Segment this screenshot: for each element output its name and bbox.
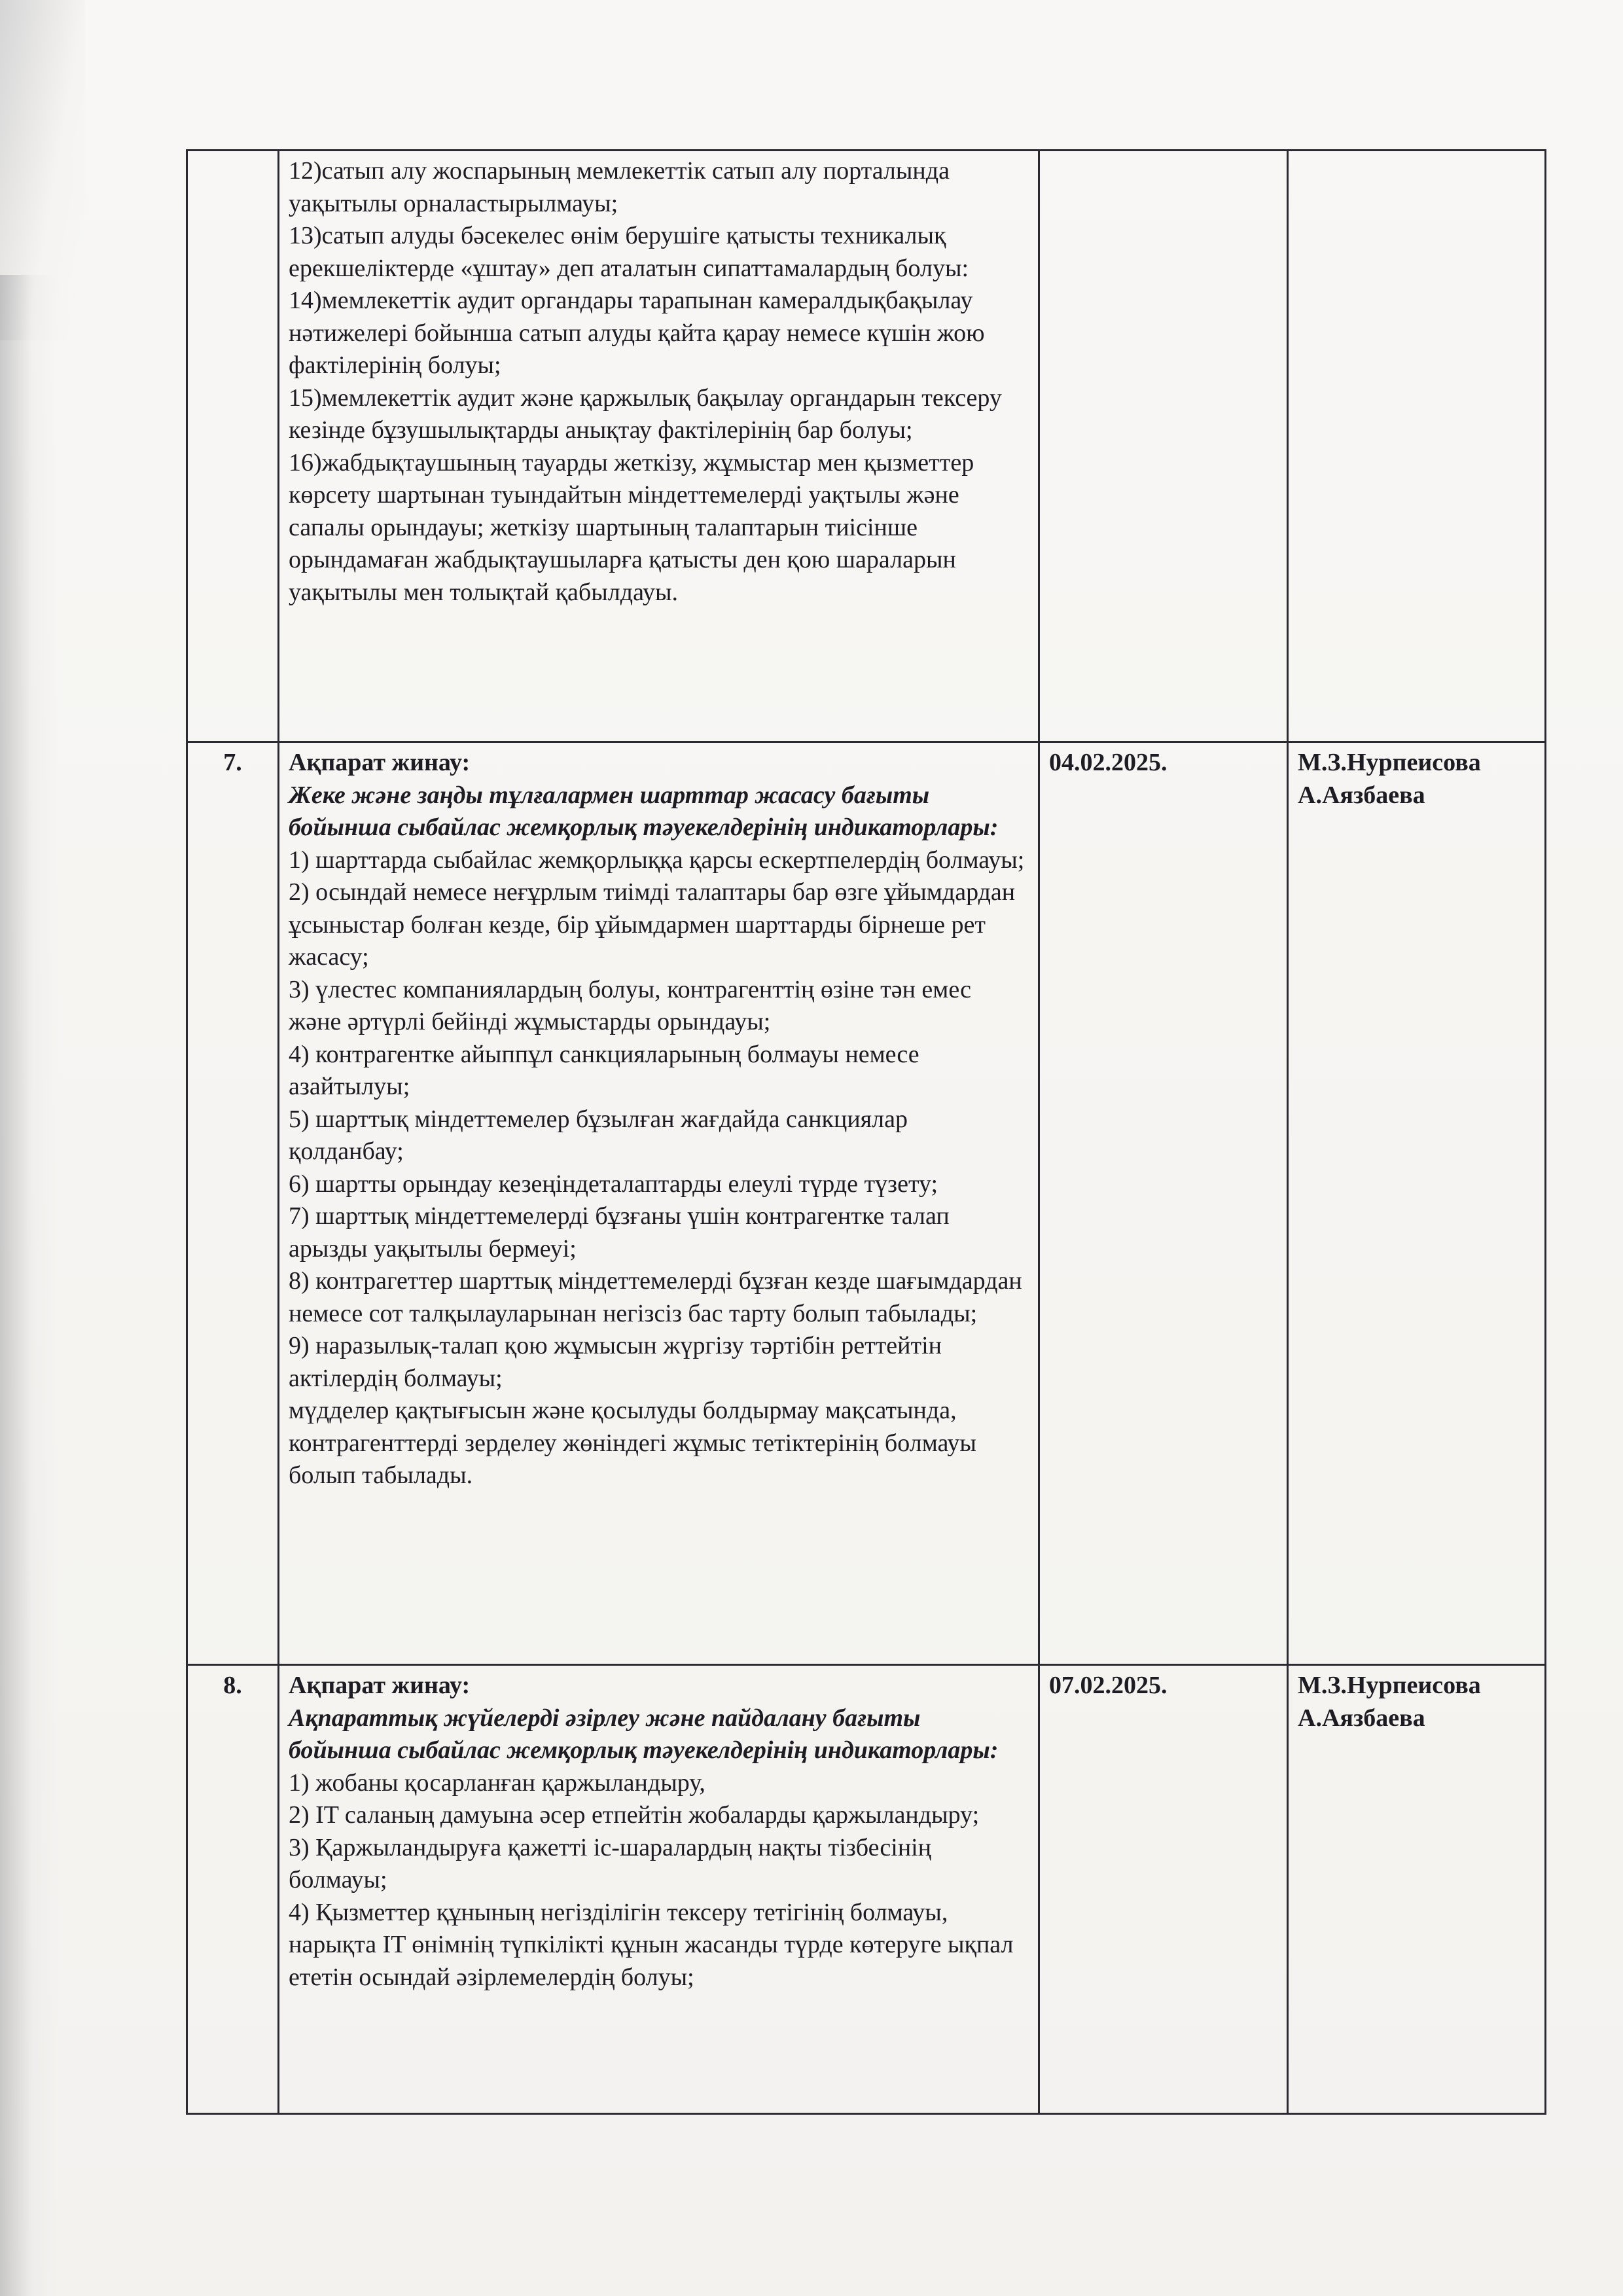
responsible-cell bbox=[1288, 151, 1546, 742]
list-item: 13)сатып алуды бәсекелес өнім берушіге қатысты техникалық ерекшеліктерде «ұштау» деп аталатын сипаттамалардың болуы: bbox=[289, 222, 969, 282]
measure-cell bbox=[279, 1665, 1039, 2114]
row-subheading: Ақпараттық жүйелерді әзірлеу және пайдалану бағыты бойынша сыбайлас жемқорлық тәуекелдерінің индикаторлары: bbox=[289, 1704, 999, 1764]
list-item: 16)жабдықтаушының тауарды жеткізу, жұмыстар мен қызметтер көрсету шартынан туындайтын міндеттемелерді уақтылы және сапалы орындауы; жеткізу шартының талаптарын тиісінше орындамаған жабдықтаушыларға қатысты ден қою шараларын уақытылы мен толықтай қабылдауы. bbox=[289, 448, 974, 606]
table-row bbox=[187, 1665, 1546, 2114]
measure-cell bbox=[279, 742, 1039, 1665]
row-number: 8. bbox=[187, 1665, 279, 2114]
list-item: 8) контрагеттер шарттық міндеттемелерді бұзған кезде шағымдардан немесе сот талқылауларынан негізсіз бас тарту болып табылады; bbox=[289, 1267, 1022, 1327]
responsible-name: А.Аязбаева bbox=[1298, 1704, 1425, 1732]
list-item: 3) Қаржыландыруға қажетті іс-шаралардың нақты тізбесінің болмауы; bbox=[289, 1833, 932, 1893]
responsible-name: М.З.Нурпеисова bbox=[1298, 749, 1481, 776]
row-heading: Ақпарат жинау: bbox=[289, 1672, 471, 1699]
list-item: 9) наразылық-талап қою жұмысын жүргізу тәртібін реттейтін актілердің болмауы; bbox=[289, 1332, 942, 1392]
list-item: 2) IT саланың дамуына әсер етпейтін жобаларды қаржыландыру; bbox=[289, 1801, 980, 1829]
responsible-name: А.Аязбаева bbox=[1298, 781, 1425, 809]
date-cell bbox=[1039, 151, 1288, 742]
responsible-cell bbox=[1288, 742, 1546, 1665]
list-item: 15)мемлекеттік аудит және қаржылық бақылау органдарын тексеру кезінде бұзушылықтарды анықтау фактілерінің бар болуы; bbox=[289, 384, 1002, 444]
list-item: 12)сатып алу жоспарының мемлекеттік сатып алу порталында уақытылы орналастырылмауы; bbox=[289, 157, 950, 217]
table-row bbox=[187, 151, 1546, 742]
list-item: 5) шарттық міндеттемелер бұзылған жағдайда санкциялар қолданбау; bbox=[289, 1105, 908, 1165]
list-item: 3) үлестес компаниялардың болуы, контрагенттің өзіне тән емес және әртүрлі бейінді жұмыстарды орындауы; bbox=[289, 975, 972, 1035]
responsible-cell bbox=[1288, 1665, 1546, 2114]
row-heading: Ақпарат жинау: bbox=[289, 749, 471, 776]
table-row bbox=[187, 742, 1546, 1665]
measure-cell bbox=[279, 151, 1039, 742]
list-item: 1) жобаны қосарланған қаржыландыру, bbox=[289, 1768, 705, 1797]
date-cell: 04.02.2025. bbox=[1039, 742, 1288, 1665]
list-item: 6) шартты орындау кезеңіндеталаптарды елеулі түрде түзету; bbox=[289, 1170, 938, 1198]
responsible-name: М.З.Нурпеисова bbox=[1298, 1672, 1481, 1699]
list-item: 1) шарттарда сыбайлас жемқорлыққа қарсы ескертпелердің болмауы; bbox=[289, 846, 1025, 874]
list-item: 7) шарттық міндеттемелерді бұзғаны үшін контрагентке талап арызды уақытылы бермеуі; bbox=[289, 1202, 950, 1263]
scan-shadow-left bbox=[0, 275, 59, 2296]
row-subheading: Жеке және заңды тұлғалармен шарттар жасасу бағыты бойынша сыбайлас жемқорлық тәуекелдерінің индикаторлары: bbox=[289, 781, 999, 841]
list-item: 2) осындай немесе неғұрлым тиімді талаптары бар өзге ұйымдардан ұсыныстар болған кезде, бір ұйымдармен шарттарды бірнеше рет жасасу; bbox=[289, 878, 1016, 971]
row-number: 7. bbox=[187, 742, 279, 1665]
list-item: 4) Қызметтер құнының негізділігін тексеру тетігінің болмауы, нарықта IT өнімнің түпкілікті құнын жасанды түрде көтеруге ықпал ететін осындай әзірлемелердің болуы; bbox=[289, 1898, 1014, 1991]
date-cell: 07.02.2025. bbox=[1039, 1665, 1288, 2114]
row-number bbox=[187, 151, 279, 742]
list-item: мүдделер қақтығысын және қосылуды болдырмау мақсатында, контрагенттерді зерделеу жөніндегі жұмыс тетіктерінің болмауы болып табылады. bbox=[289, 1397, 976, 1489]
plan-table bbox=[186, 149, 1546, 2115]
list-item: 14)мемлекеттік аудит органдары тарапынан камералдықбақылау нәтижелері бойынша сатып алуды қайта қарау немесе күшін жою фактілерінің болуы; bbox=[289, 287, 985, 379]
list-item: 4) контрагентке айыппұл санкцияларының болмауы немесе азайтылуы; bbox=[289, 1040, 919, 1100]
